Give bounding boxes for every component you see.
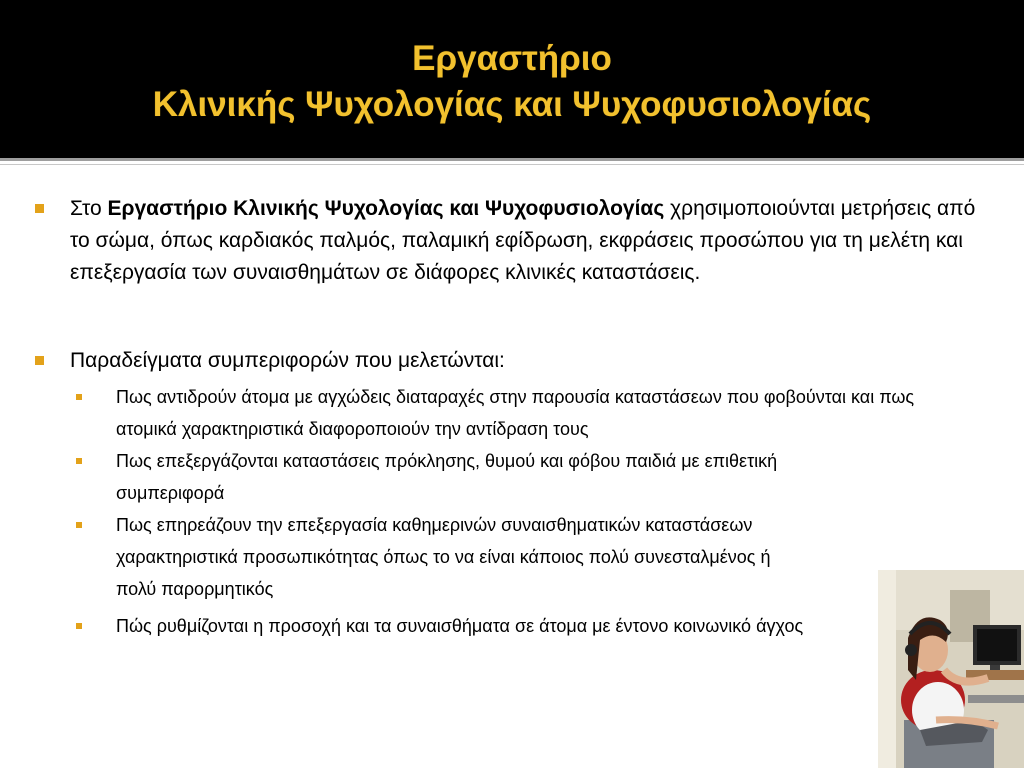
sub-bullet-text: Πως επηρεάζουν την επεξεργασία καθημερινών συναισθηματικών καταστάσεων χαρακτηριστικά προσωπικότητας όπως το να είναι κάποιος πολύ συνεσταλμένος ή πολύ παρορμητικός: [116, 515, 771, 599]
sub-bullet-social-anxiety: [116, 610, 836, 642]
lab-participant-photo: [878, 570, 1024, 768]
sub-bullet-marker: [76, 394, 82, 400]
sub-bullet-marker: [76, 522, 82, 528]
bullet-marker: [35, 204, 44, 213]
slide-title-line-2: Κλινικής Ψυχολογίας και Ψυχοφυσιολογίας: [152, 85, 872, 124]
bullet-lab-rest: χρησιμοποιούνται μετρήσεις από το σώμα, όπως καρδιακός παλμός, παλαμική εφίδρωση, εκφράσεις προσώπου για τη μελέτη και επεξεργασία των συναισθημάτων σε διάφορες κλινικές καταστάσεις.: [70, 197, 976, 284]
sub-bullet-anxiety: [116, 381, 936, 445]
sub-bullet-marker: [76, 458, 82, 464]
sub-bullet-personality: [116, 509, 796, 605]
sub-bullet-marker: [76, 623, 82, 629]
sub-bullet-aggression: [116, 445, 861, 509]
bullet-examples-heading: [70, 345, 980, 377]
sub-bullet-text: Πως επεξεργάζονται καταστάσεις πρόκλησης, θυμού και φόβου παιδιά με επιθετική συμπεριφορά: [116, 451, 778, 503]
examples-heading-text: Παραδείγματα συμπεριφορών που μελετώνται:: [70, 349, 505, 372]
bullet-lab-prefix: Στο: [70, 197, 108, 220]
lab-photo-illustration: [878, 570, 1024, 768]
bullet-lab-description: [70, 193, 980, 289]
bullet-marker: [35, 356, 44, 365]
sub-bullet-text: Πώς ρυθμίζονται η προσοχή και τα συναισθήματα σε άτομα με έντονο κοινωνικό άγχος: [116, 616, 804, 636]
sub-bullet-text: Πως αντιδρούν άτομα με αγχώδεις διαταραχές στην παρουσία καταστάσεων που φοβούνται και πως ατομικά χαρακτηριστικά διαφοροποιούν την αντίδραση τους: [116, 387, 915, 439]
slide-title-line-1: Εργαστήριο: [412, 39, 612, 78]
lab-name-bold: Εργαστήριο Κλινικής Ψυχολογίας και Ψυχοφυσιολογίας: [107, 197, 665, 220]
